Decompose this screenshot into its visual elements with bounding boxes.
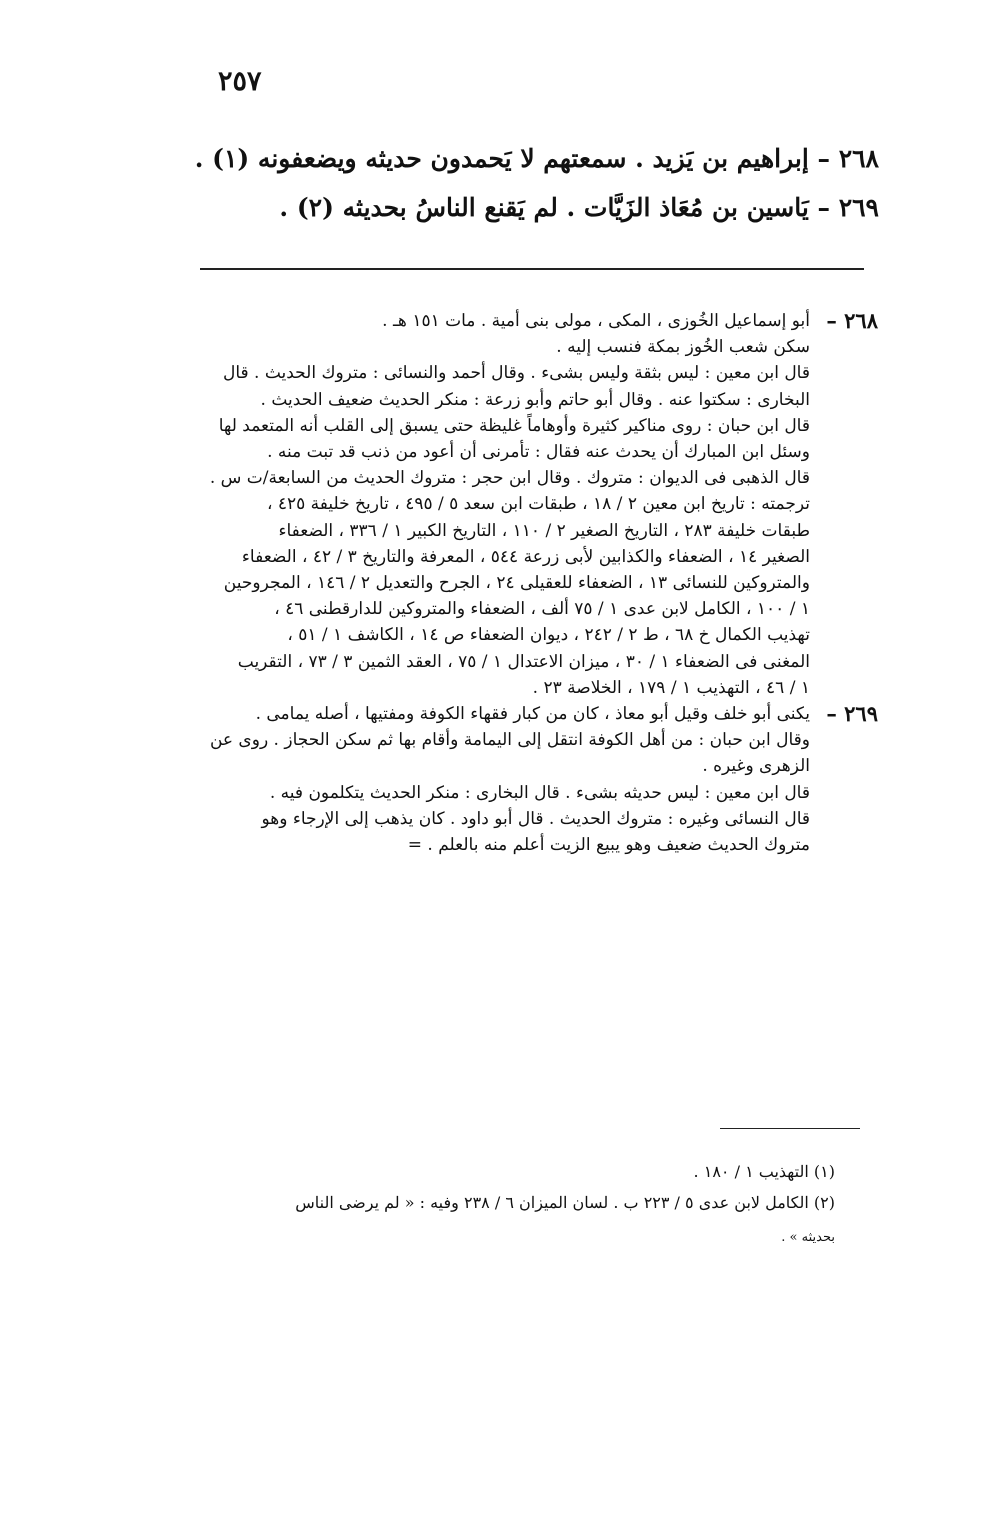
footnotes: [75, 1156, 835, 1258]
note-number: ٢٦٩ –: [826, 701, 878, 727]
footnote-1: (١) التهذيب ١ / ١٨٠ .: [693, 1162, 835, 1181]
note-line: أبو إسماعيل الخُوزى ، المكى ، مولى بنى أمية . مات ١٥١ هـ .: [382, 311, 810, 331]
note-line: وقال ابن حبان : من أهل الكوفة انتقل إلى اليمامة وأقام بها ثم سكن الحجاز . روى عن: [209, 730, 810, 751]
note-line: قال النسائى وغيره : متروك الحديث . قال أبو داود . كان يذهب إلى الإرجاء وهو: [261, 808, 810, 829]
note-line: والمتروكين للنسائى ١٣ ، الضعفاء للعقيلى ٢٤ ، الجرح والتعديل ٢ / ١٤٦ ، المجروحين: [223, 573, 810, 594]
entry-269: ٢٦٩ – يَاسين بن مُعَاذ الزَيَّات . لم يَقنع الناسُ بحديثه (٢) .: [279, 193, 879, 222]
note-line: ١ / ٤٦ ، التهذيب ١ / ١٧٩ ، الخلاصة ٢٣ .: [532, 677, 810, 698]
note-line: قال ابن حبان : روى مناكير كثيرة وأوهاماً غليظة حتى يسبق إلى القلب أنه المتعمد لها: [218, 415, 810, 436]
main-entries: [179, 134, 879, 232]
page-number: ٢٥٧: [218, 66, 262, 97]
entry-268: ٢٦٨ – إبراهيم بن يَزيد . سمعتهم لا يَحمدون حديثه ويضعفونه (١) .: [194, 144, 879, 173]
note-line: البخارى : سكتوا عنه . وقال أبو حاتم وأبو زرعة : منكر الحديث ضعيف الحديث .: [260, 389, 810, 410]
note-number: ٢٦٨ –: [826, 308, 878, 333]
note-line: ١ / ١٠٠ ، الكامل لابن عدى ١ / ٧٥ ألف ، الضعفاء والمتروكين للدارقطنى ٤٦ ،: [274, 599, 810, 620]
note-line: سكن شعب الخُوز بمكة فنسب إليه .: [556, 337, 810, 358]
footnote-divider: [720, 1128, 860, 1129]
footnote-2-continuation: بحديثه » .: [781, 1230, 835, 1245]
note-line: متروك الحديث ضعيف وهو يبيع الزيت أعلم منه بالعلم . =: [407, 835, 810, 856]
note-line: تهذيب الكمال خ ٦٨ ، ط ٢ / ٢٤٢ ، ديوان الضعفاء ص ١٤ ، الكاشف ١ / ٥١ ،: [287, 625, 810, 646]
note-line: وسئل ابن المبارك أن يحدث عنه فقال : تأمرنى أن أعود من ذنب قد تبت منه .: [267, 442, 810, 463]
main-divider: [200, 268, 864, 270]
note-line: قال ابن معين : ليس حديثه بشىء . قال البخارى : منكر الحديث يتكلمون فيه .: [269, 782, 810, 803]
note-line: الصغير ١٤ ، الضعفاء والكذابين لأبى زرعة ٥٤٤ ، المعرفة والتاريخ ٣ / ٤٢ ، الضعفاء: [241, 546, 810, 567]
note-268: [98, 308, 878, 701]
note-line: المغنى فى الضعفاء ١ / ٣٠ ، ميزان الاعتدال ١ / ٧٥ ، العقد الثمين ٣ / ٧٣ ، التقريب: [237, 651, 810, 672]
note-line: يكنى أبو خلف وقيل أبو معاذ ، كان من كبار فقهاء الكوفة ومفتيها ، أصله يمامى .: [255, 704, 810, 725]
note-line: الزهرى وغيره .: [702, 756, 810, 777]
note-line: ترجمته : تاريخ ابن معين ٢ / ١٨ ، طبقات ابن سعد ٥ / ٤٩٥ ، تاريخ خليفة ٤٢٥ ،: [266, 494, 810, 515]
note-line: طبقات خليفة ٢٨٣ ، التاريخ الصغير ٢ / ١١٠ ، التاريخ الكبير ١ / ٣٣٦ ، الضعفاء: [278, 520, 810, 541]
note-line: قال ابن معين : ليس بثقة وليس بشىء . وقال أحمد والنسائى : متروك الحديث . قال: [222, 363, 810, 384]
commentary-notes: [98, 308, 878, 858]
footnote-2: (٢) الكامل لابن عدى ٥ / ٢٢٣ ب . لسان الميزان ٦ / ٢٣٨ وفيه : « لم يرضى الناس: [295, 1193, 835, 1212]
note-269: [98, 701, 878, 858]
note-line: قال الذهبى فى الديوان : متروك . وقال ابن حجر : متروك الحديث من السابعة/ت س .: [209, 468, 810, 489]
